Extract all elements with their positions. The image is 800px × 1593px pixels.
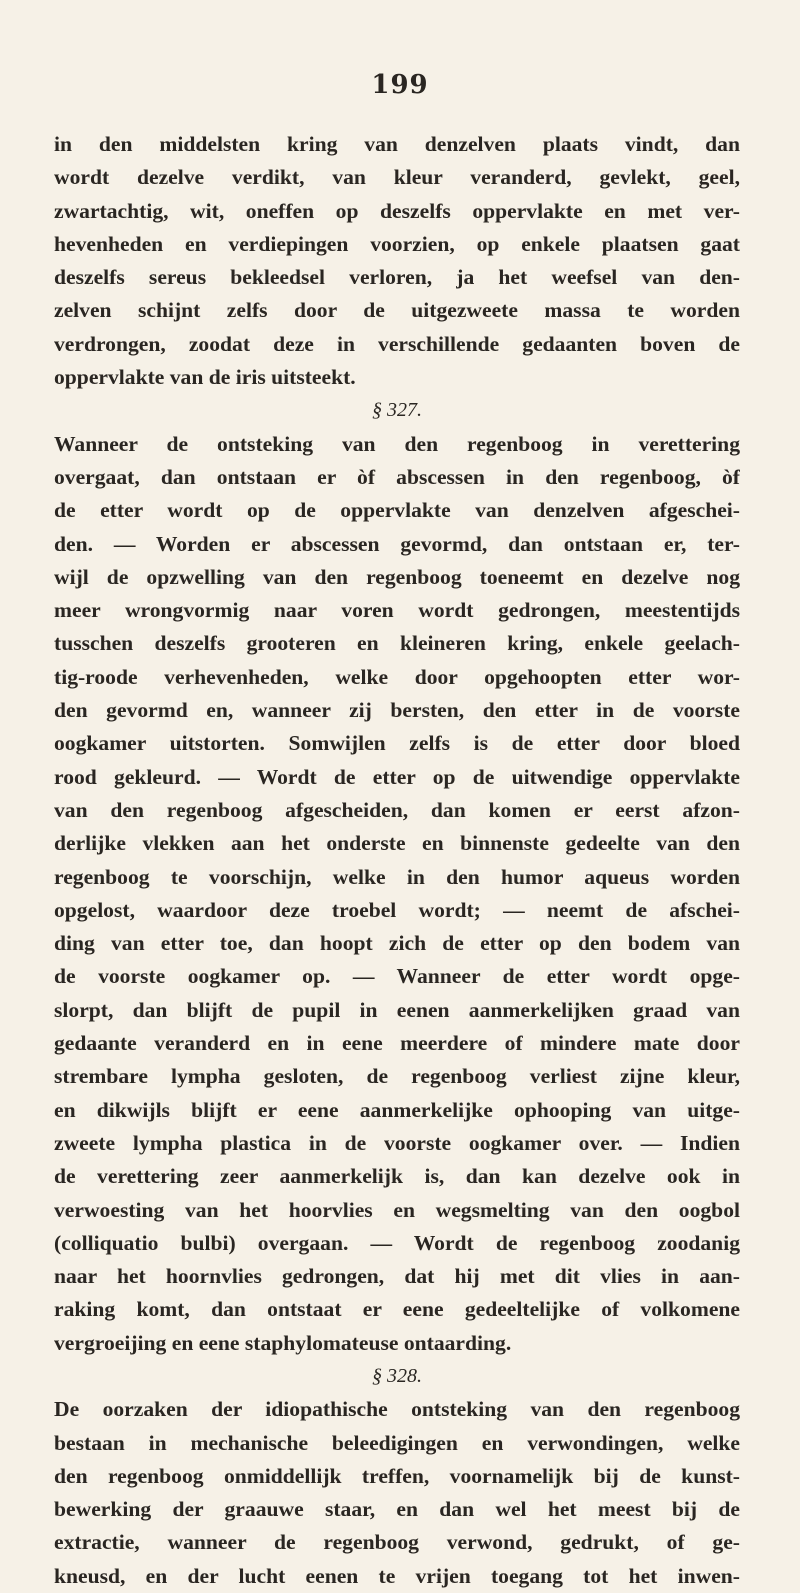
text-line: wijl de opzwelling van den regenboog toeneemt en dezelve nog <box>54 564 740 589</box>
text-line: den gevormd en, wanneer zij bersten, den etter in de voorste <box>54 698 740 723</box>
text-line: oppervlakte van de iris uitsteekt. <box>54 365 356 390</box>
text-line: raking komt, dan ontstaat er eene gedeeltelijke of volkomene <box>54 1297 740 1322</box>
text-line: verdrongen, zoodat deze in verschillende gedaanten boven de <box>54 331 740 356</box>
section-heading-327: § 327. <box>372 399 422 422</box>
text-line: De oorzaken der idiopathische ontsteking van den regenboog <box>54 1397 740 1422</box>
text-line: zwartachtig, wit, oneffen op deszelfs oppervlakte en met ver- <box>54 198 740 223</box>
text-line: tig-roode verhevenheden, welke door opgehoopten etter wor- <box>54 664 740 689</box>
text-line: van den regenboog afgescheiden, dan komen er eerst afzon- <box>54 797 740 822</box>
text-line: strembare lympha gesloten, de regenboog verliest zijne kleur, <box>54 1064 740 1089</box>
text-line: gedaante veranderd en in eene meerdere of mindere mate door <box>54 1031 740 1056</box>
text-line: ding van etter toe, dan hoopt zich de etter op den bodem van <box>54 931 740 956</box>
text-line: de voorste oogkamer op. — Wanneer de etter wordt opge- <box>54 964 740 989</box>
text-line: bewerking der graauwe staar, en dan wel het meest bij de <box>54 1497 740 1522</box>
text-line: meer wrongvormig naar voren wordt gedrongen, meestentijds <box>54 598 740 623</box>
body-text <box>54 128 740 1593</box>
text-line: regenboog te voorschijn, welke in den humor aqueus worden <box>54 864 740 889</box>
text-line: den regenboog onmiddellijk treffen, voornamelijk bij de kunst- <box>54 1463 740 1488</box>
text-line: bestaan in mechanische beleedigingen en verwondingen, welke <box>54 1430 740 1455</box>
text-line: zelven schijnt zelfs door de uitgezweete massa te worden <box>54 298 740 323</box>
text-line: opgelost, waardoor deze troebel wordt; — neemt de afschei- <box>54 897 740 922</box>
text-line: wordt dezelve verdikt, van kleur veranderd, gevlekt, geel, <box>54 165 740 190</box>
text-line: Wanneer de ontsteking van den regenboog in verettering <box>54 431 740 456</box>
text-line: naar het hoornvlies gedrongen, dat hij met dit vlies in aan- <box>54 1264 740 1289</box>
text-line: kneusd, en der lucht eenen te vrijen toegang tot het inwen- <box>54 1563 740 1588</box>
page-number: 199 <box>371 70 429 100</box>
text-line: de etter wordt op de oppervlakte van denzelven afgeschei- <box>54 498 740 523</box>
text-line: verwoesting van het hoorvlies en wegsmelting van den oogbol <box>54 1197 740 1222</box>
text-line: in den middelsten kring van denzelven plaats vindt, dan <box>54 132 740 156</box>
text-line: deszelfs sereus bekleedsel verloren, ja het weefsel van den- <box>54 265 740 290</box>
text-line: tusschen deszelfs grooteren en kleineren kring, enkele geelach- <box>54 631 740 656</box>
text-line: zweete lympha plastica in de voorste oogkamer over. — Indien <box>54 1130 740 1155</box>
text-line: overgaat, dan ontstaan er òf abscessen in den regenboog, òf <box>54 464 740 489</box>
text-line: vergroeijing en eene staphylomateuse ontaarding. <box>54 1330 512 1355</box>
text-line: hevenheden en verdiepingen voorzien, op enkele plaatsen gaat <box>54 231 740 256</box>
text-line: (colliquatio bulbi) overgaan. — Wordt de regenboog zoodanig <box>54 1230 740 1255</box>
text-line: extractie, wanneer de regenboog verwond, gedrukt, of ge- <box>54 1530 740 1555</box>
text-line: rood gekleurd. — Wordt de etter op de uitwendige oppervlakte <box>54 764 740 789</box>
text-line: en dikwijls blijft er eene aanmerkelijke ophooping van uitge- <box>54 1097 740 1122</box>
section-heading-328: § 328. <box>372 1364 422 1387</box>
text-line: de verettering zeer aanmerkelijk is, dan kan dezelve ook in <box>54 1164 740 1189</box>
text-line: slorpt, dan blijft de pupil in eenen aanmerkelijken graad van <box>54 997 740 1022</box>
text-line: oogkamer uitstorten. Somwijlen zelfs is de etter door bloed <box>54 731 740 756</box>
text-line: den. — Worden er abscessen gevormd, dan ontstaan er, ter- <box>54 531 740 556</box>
text-line: derlijke vlekken aan het onderste en binnenste gedeelte van den <box>54 831 740 856</box>
